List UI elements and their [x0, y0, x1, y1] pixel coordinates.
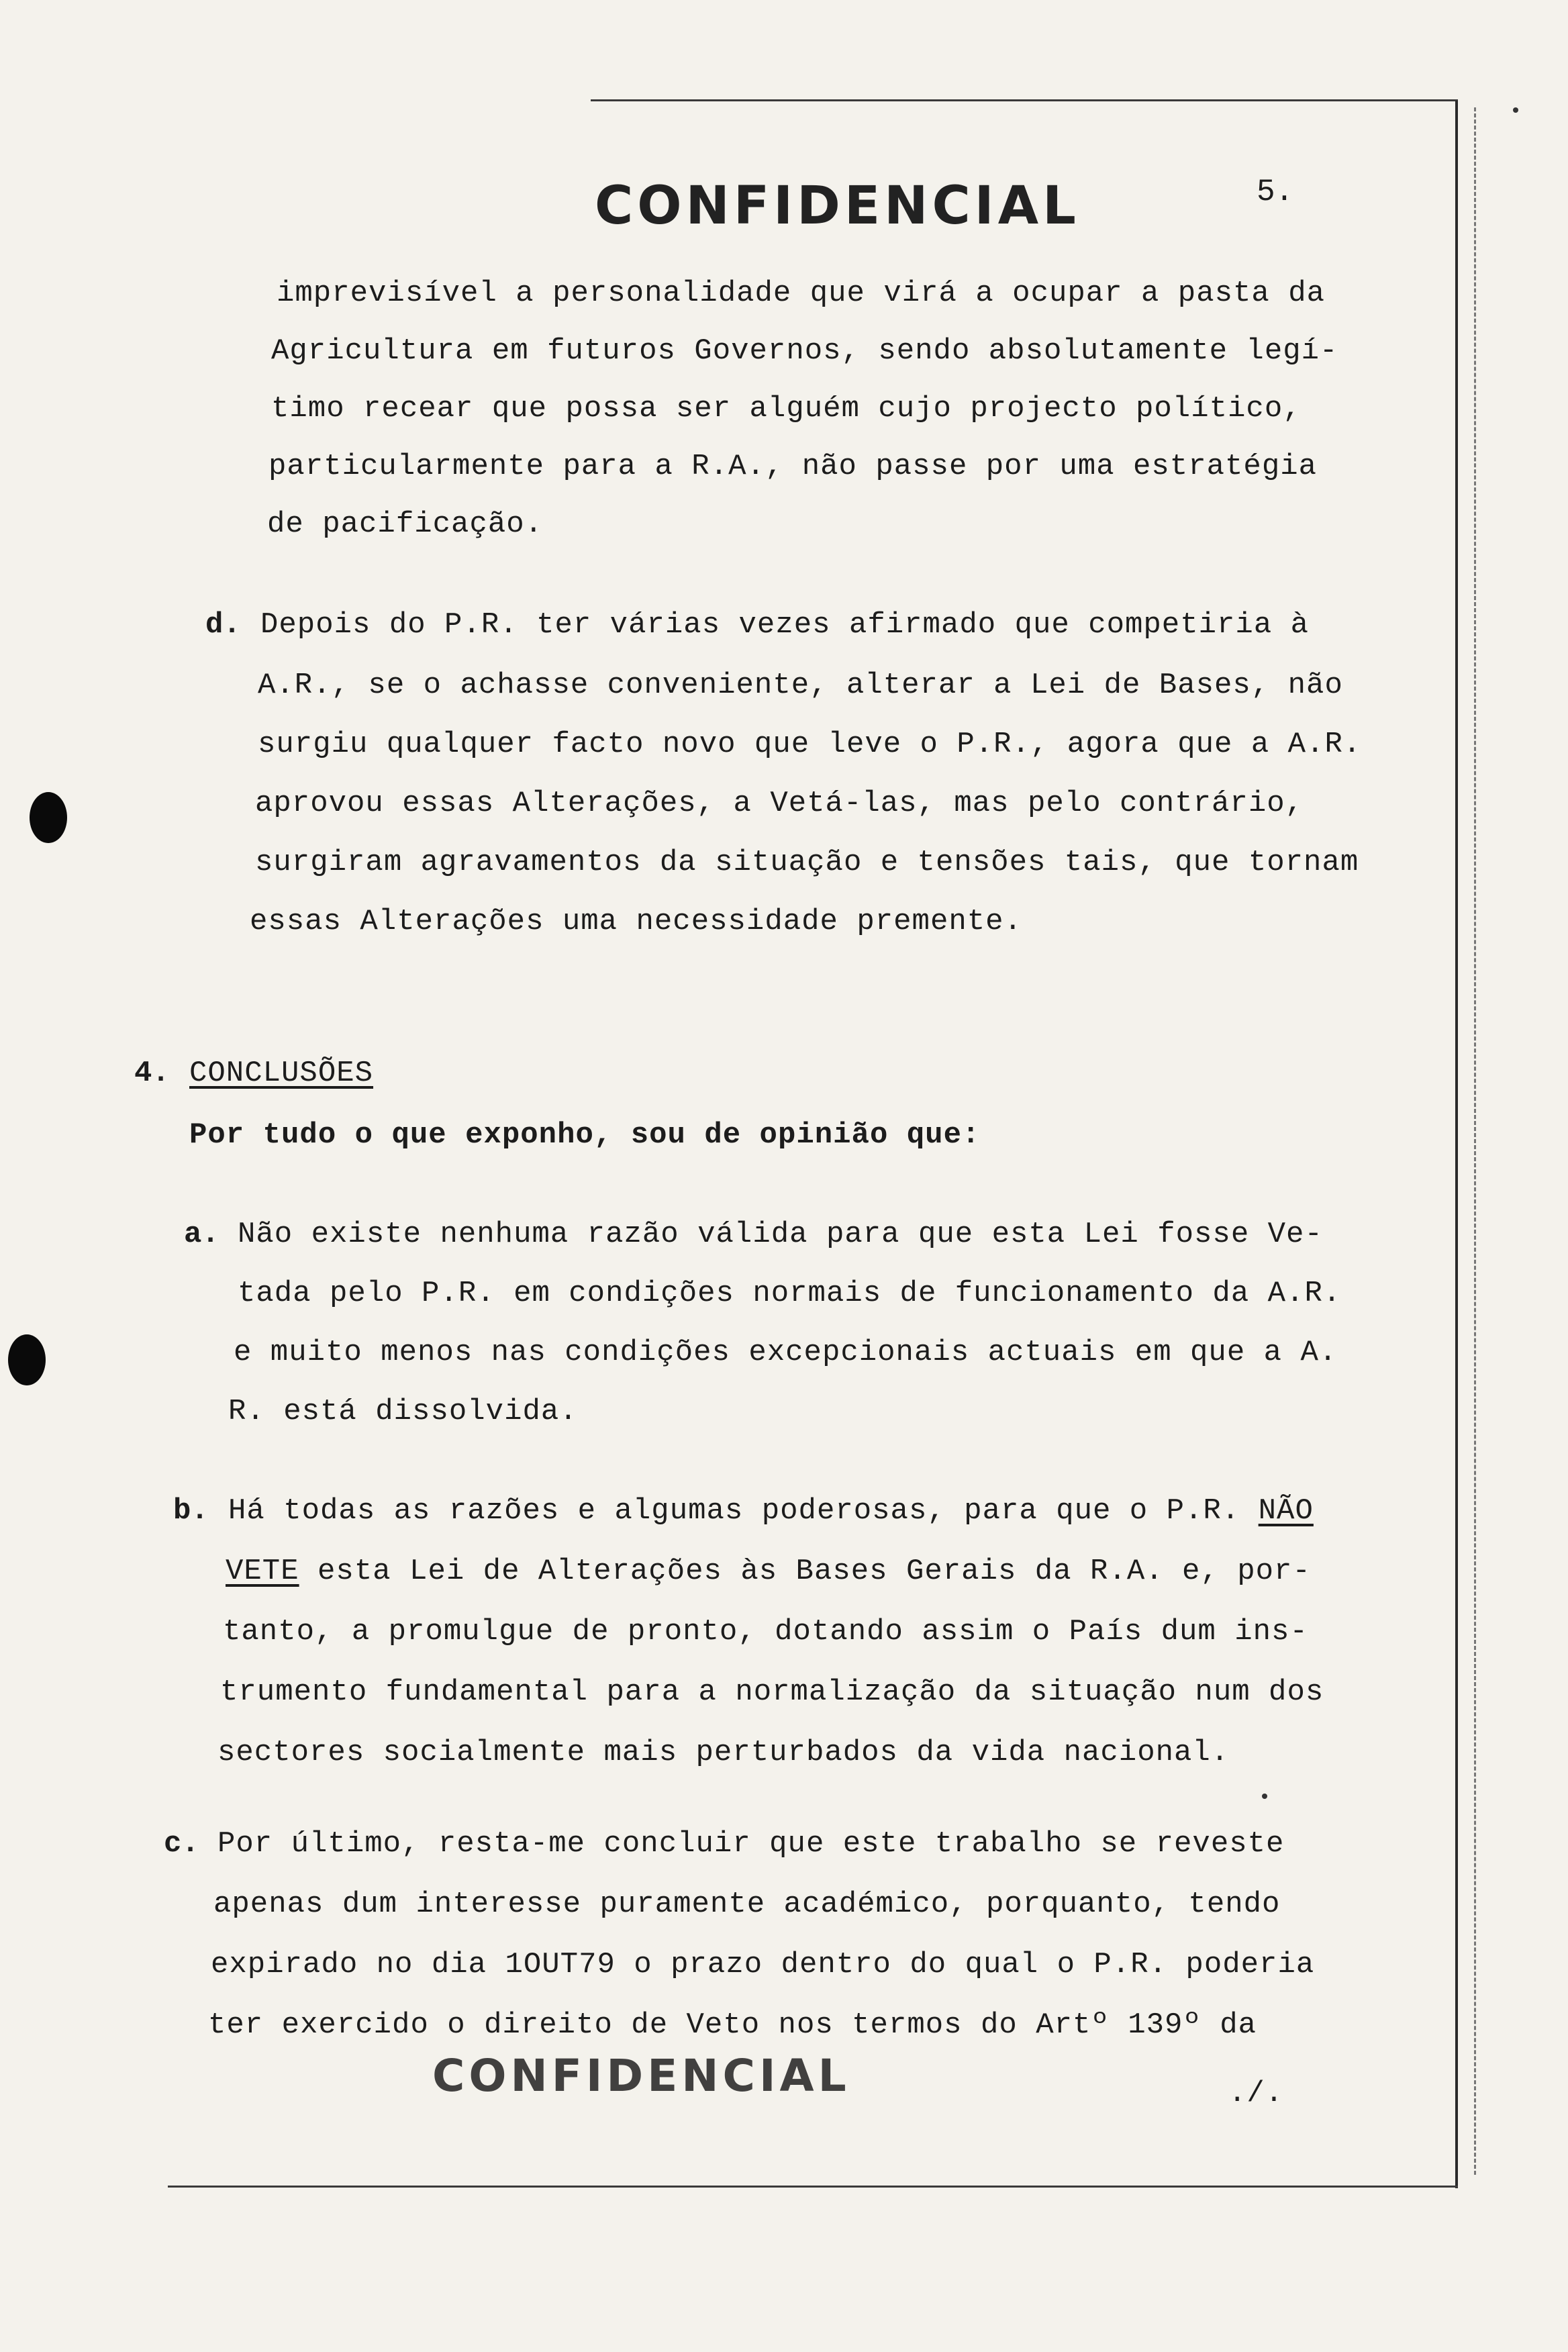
punch-hole-upper [30, 792, 67, 843]
item-b-label: b. [173, 1494, 209, 1528]
text-line: essas Alterações uma necessidade premente. [250, 905, 1022, 938]
confidential-stamp-top: CONFIDENCIAL [595, 176, 1080, 236]
text-line: Depois do P.R. ter várias vezes afirmado que competiria à [260, 608, 1310, 642]
text-fragment: Há todas as razões e algumas poderosas, para que o P.R. [228, 1494, 1240, 1528]
scan-speck [1262, 1794, 1267, 1799]
page-frame-right-border [1455, 101, 1458, 2188]
text-line: ter exercido o direito de Veto nos termos do Artº 139º da [208, 2008, 1257, 2042]
page-frame-bottom-border [168, 2186, 1458, 2188]
text-line: tanto, a promulgue de pronto, dotando assim o País dum ins- [223, 1615, 1308, 1649]
text-line: timo recear que possa ser alguém cujo projecto político, [271, 392, 1302, 426]
text-line: expirado no dia 1OUT79 o prazo dentro do qual o P.R. poderia [211, 1948, 1315, 1981]
text-line: Por último, resta-me concluir que este trabalho se reveste [217, 1827, 1285, 1861]
section-title: CONCLUSÕES [189, 1057, 374, 1090]
confidential-stamp-bottom: CONFIDENCIAL [432, 2050, 850, 2102]
item-c-label: c. [164, 1827, 199, 1861]
text-line: aprovou essas Alterações, a Vetá-las, mas pelo contrário, [255, 787, 1304, 820]
item-b-line-1 [228, 1494, 1314, 1528]
text-line: e muito menos nas condições excepcionais actuais em que a A. [234, 1336, 1338, 1369]
text-line: Não existe nenhuma razão válida para que esta Lei fosse Ve- [238, 1218, 1323, 1251]
page-number: 5. [1257, 175, 1294, 209]
text-line: Agricultura em futuros Governos, sendo absolutamente legí- [271, 334, 1338, 368]
item-d-label: d. [205, 608, 241, 642]
section-number: 4. [134, 1057, 170, 1090]
item-b-line-2 [226, 1555, 1311, 1588]
continuation-mark: ./. [1228, 2077, 1284, 2110]
page-edge-perforation [1474, 107, 1476, 2175]
text-line: surgiram agravamentos da situação e tensões tais, que tornam [255, 846, 1359, 879]
text-line: surgiu qualquer facto novo que leve o P.R., agora que a A.R. [258, 728, 1362, 761]
emphasis-no: NÃO [1258, 1494, 1314, 1528]
text-line: particularmente para a R.A., não passe por uma estratégia [268, 450, 1318, 483]
text-line: trumento fundamental para a normalização da situação num dos [220, 1675, 1324, 1709]
text-line: A.R., se o achasse conveniente, alterar a Lei de Bases, não [258, 669, 1343, 702]
item-a-label: a. [184, 1218, 219, 1251]
text-line: de pacificação. [267, 507, 544, 541]
scan-speck [1513, 107, 1518, 113]
text-line: R. está dissolvida. [228, 1395, 578, 1428]
text-line: apenas dum interesse puramente académico, porquanto, tendo [213, 1888, 1281, 1921]
text-line: sectores socialmente mais perturbados da vida nacional. [217, 1736, 1230, 1769]
punch-hole-lower [8, 1334, 46, 1385]
conclusions-intro: Por tudo o que exponho, sou de opinião que: [189, 1118, 981, 1152]
text-fragment: esta Lei de Alterações às Bases Gerais da R.A. e, por- [317, 1555, 1311, 1588]
text-line: tada pelo P.R. em condições normais de funcionamento da A.R. [238, 1277, 1342, 1310]
page-frame-top-border [591, 99, 1458, 101]
text-line: imprevisível a personalidade que virá a ocupar a pasta da [277, 277, 1326, 310]
emphasis-veto: VETE [226, 1555, 299, 1588]
